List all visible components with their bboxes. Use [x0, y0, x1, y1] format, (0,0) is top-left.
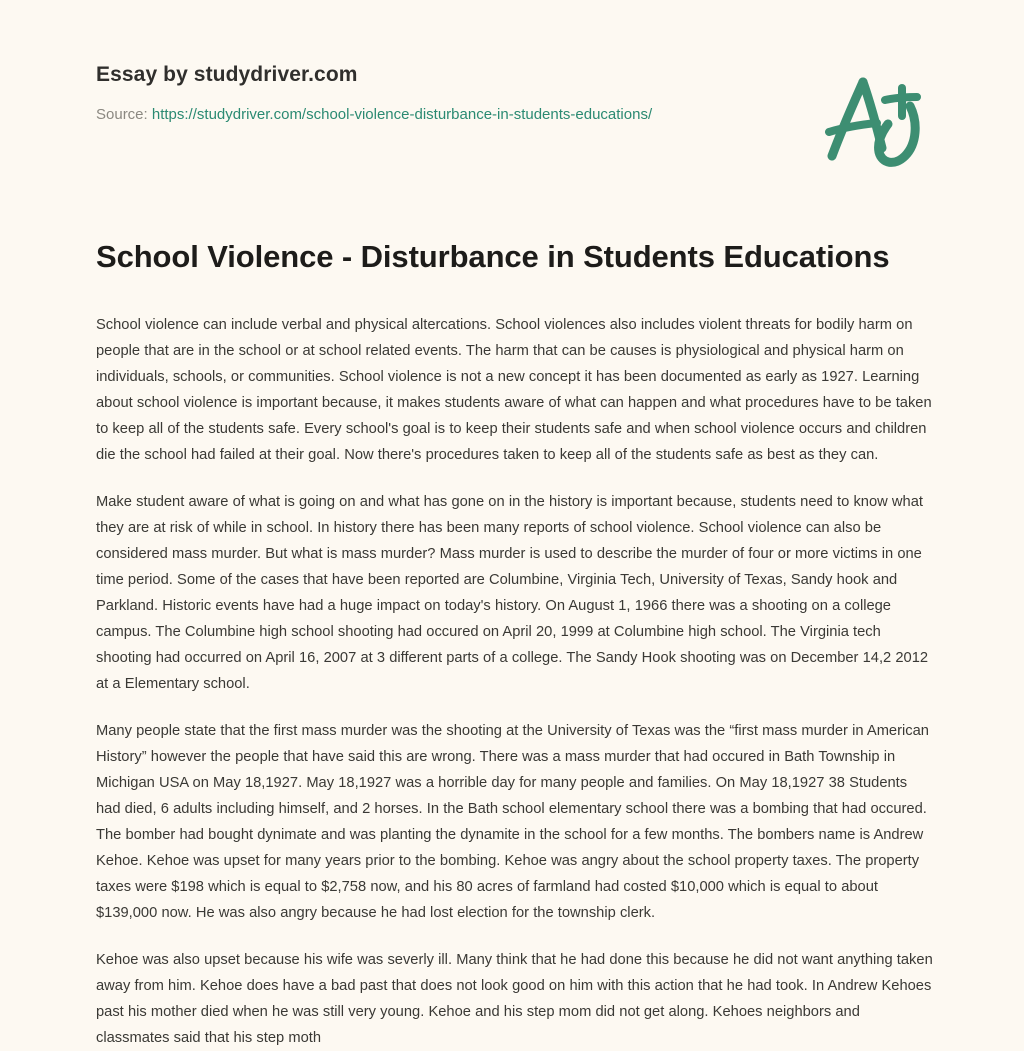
body-paragraph: Make student aware of what is going on and what has gone on in the history is important because, students need to know what they are at risk of while in school. In history there has been many reports of school violence. School violence can also be considered mass murder. But what is mass murder? Mass murder is used to describe the murder of four or more victims in one time period. Some of the cases that have been reported are Columbine, Virginia Tech, University of Texas, Sandy hook and Parkland. Historic events have had a huge impact on today's history. On August 1, 1966 there was a shooting on a college campus. The Columbine high school shooting had occured on April 20, 1999 at Columbine high school. The Virginia tech shooting had occurred on April 16, 2007 at 3 different parts of a college. The Sandy Hook shooting was on December 14,2 2012 at a Elementary school.	[96, 494, 929, 692]
body-paragraph: School violence can include verbal and physical altercations. School violences also includes violent threats for bodily harm on people that are in the school or at school related events. The harm that can be causes is physiological and physical harm on individuals, schools, or communities. School violence is not a new concept it has been documented as early as 1927. Learning about school violence is important because, it makes students aware of what can happen and what procedures have to be taken to keep all of the students safe. Every school's goal is to keep their students safe and when school violence occurs and children die the school had failed at their goal. Now there's procedures taken to keep all of the students safe as best as they can.	[96, 317, 932, 463]
page-title: School Violence - Disturbance in Students Educations	[96, 239, 890, 274]
body-paragraph: Kehoe was also upset because his wife was severly ill. Many think that he had done this because he did not want anything taken away from him. Kehoe does have a bad past that does not look good on him with this action that he had took. In Andrew Kehoes past his mother died when he was still very young. Kehoe and his step mom did not get along. Kehoes neighbors and classmates said that his step moth	[96, 952, 933, 1046]
essay-body	[96, 312, 934, 1051]
essay-byline: Essay by studydriver.com	[96, 63, 358, 86]
body-paragraph: Many people state that the first mass murder was the shooting at the University of Texas was the “first mass murder in American History” however the people that have said this are wrong. There was a mass murder that had occured in Bath Township in Michigan USA on May 18,1927. May 18,1927 was a horrible day for many people and families. On May 18,1927 38 Students had died, 6 adults including himself, and 2 horses. In the Bath school elementary school there was a bombing that had occured. The bomber had bought dynimate and was planting the dynamite in the school for a few months. The bombers name is Andrew Kehoe. Kehoe was upset for many years prior to the bombing. Kehoe was angry about the school property taxes. The property taxes were $198 which is equal to $2,758 now, and his 80 acres of farmland had costed $10,000 which is equal to about $139,000 now. He was also angry because he had lost election for the township clerk.	[96, 723, 929, 921]
source-label: Source:	[96, 106, 148, 124]
source-url-link[interactable]: https://studydriver.com/school-violence-disturbance-in-students-educations/	[151, 106, 653, 124]
studydriver-a-plus-logo	[800, 58, 940, 186]
a-plus-logo-icon	[800, 58, 940, 186]
